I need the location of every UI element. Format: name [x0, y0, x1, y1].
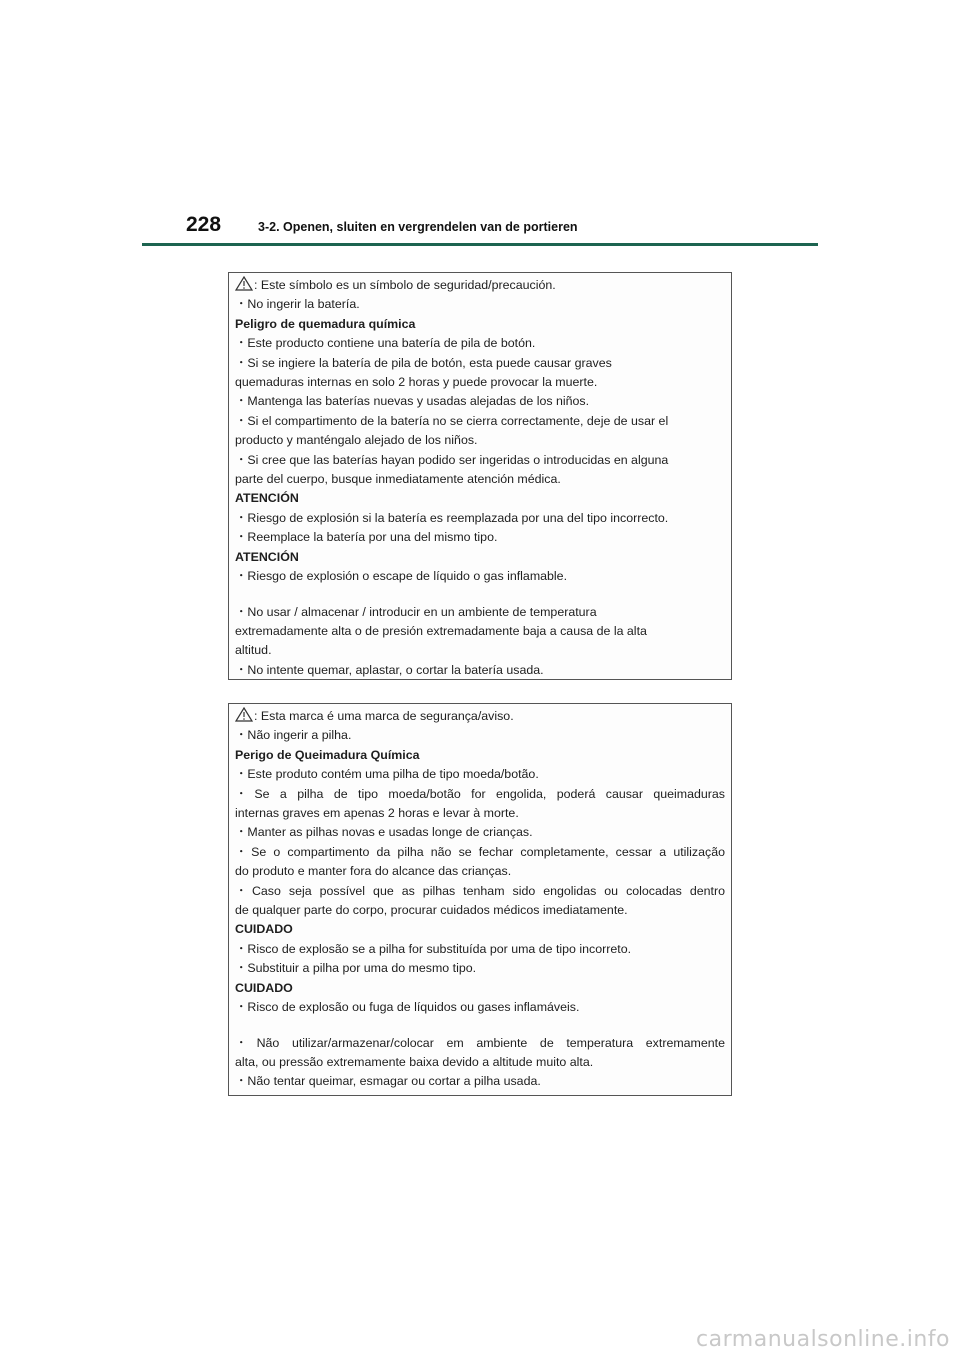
list-item: ・Si el compartimento de la batería no se cierra correctamente, deje de usar el	[235, 413, 669, 428]
symbol-text: : Este símbolo es un símbolo de seguridad/precaución.	[254, 278, 556, 292]
symbol-text: : Esta marca é uma marca de segurança/aviso.	[254, 709, 514, 723]
list-item: ・Se a pilha de tipo moeda/botão for engolida, poderá causar queimaduras	[235, 786, 725, 801]
list-item: ・Manter as pilhas novas e usadas longe de crianças.	[235, 825, 533, 840]
section-heading: ATENCIÓN	[235, 491, 299, 506]
list-item: ・Risco de explosão se a pilha for substituída por uma de tipo incorreto.	[235, 941, 632, 956]
list-item: ・Se o compartimento da pilha não se fechar completamente, cessar a utilização	[235, 844, 725, 859]
list-item: ・No intente quemar, aplastar, o cortar la batería usada.	[235, 662, 544, 677]
list-item: ・Si cree que las baterías hayan podido ser ingeridas o introducidas en alguna	[235, 452, 669, 467]
warning-triangle-icon	[235, 707, 253, 722]
warning-box-portuguese	[228, 703, 732, 1096]
list-item: ・Substituir a pilha por uma do mesmo tipo.	[235, 961, 477, 976]
list-item: alta, ou pressão extremamente baixa devido a altitude muito alta.	[235, 1054, 594, 1069]
symbol-line	[235, 707, 731, 726]
list-item: parte del cuerpo, busque inmediatamente atención médica.	[235, 472, 561, 487]
list-item: ・Não utilizar/armazenar/colocar em ambiente de temperatura extremamente	[235, 1035, 725, 1050]
list-item: ・No ingerir la batería.	[235, 297, 360, 312]
list-item: ・Caso seja possível que as pilhas tenham sido engolidas ou colocadas dentro	[235, 883, 725, 898]
list-item: ・Não ingerir a pilha.	[235, 728, 352, 743]
list-item: ・Mantenga las baterías nuevas y usadas alejadas de los niños.	[235, 394, 590, 409]
section-heading: Peligro de quemadura química	[235, 316, 416, 331]
warning-triangle-icon	[235, 276, 253, 291]
list-item: ・Reemplace la batería por una del mismo tipo.	[235, 530, 498, 545]
list-item: ・Si se ingiere la batería de pila de botón, esta puede causar graves	[235, 355, 612, 370]
list-item: ・Riesgo de explosión o escape de líquido o gas inflamable.	[235, 569, 568, 584]
list-item: producto y manténgalo alejado de los niños.	[235, 433, 478, 448]
list-item: altitud.	[235, 643, 272, 658]
section-heading: CUIDADO	[235, 922, 293, 937]
list-item: de qualquer parte do corpo, procurar cuidados médicos imediatamente.	[235, 903, 628, 918]
watermark: carmanualsonline.info	[696, 1327, 950, 1352]
list-item: ・Risco de explosão ou fuga de líquidos ou gases inflamáveis.	[235, 1000, 580, 1015]
list-item: extremadamente alta o de presión extremadamente baja a causa de la alta	[235, 623, 647, 638]
list-item: ・Este producto contiene una batería de pila de botón.	[235, 336, 536, 351]
warning-box-spanish	[228, 272, 732, 680]
list-item: internas graves em apenas 2 horas e levar à morte.	[235, 806, 519, 821]
section-heading: Perigo de Queimadura Química	[235, 747, 420, 762]
list-item: ・Não tentar queimar, esmagar ou cortar a pilha usada.	[235, 1074, 541, 1089]
section-heading: ATENCIÓN	[235, 549, 299, 564]
symbol-line	[235, 276, 731, 295]
list-item: ・No usar / almacenar / introducir en un ambiente de temperatura	[235, 604, 597, 619]
page-number: 228	[186, 213, 222, 236]
header-rule	[142, 243, 818, 246]
section-heading: CUIDADO	[235, 980, 293, 995]
list-item: quemaduras internas en solo 2 horas y puede provocar la muerte.	[235, 375, 598, 390]
list-item: do produto e manter fora do alcance das crianças.	[235, 864, 512, 879]
list-item: ・Riesgo de explosión si la batería es reemplazada por una del tipo incorrecto.	[235, 510, 669, 525]
list-item: ・Este produto contém uma pilha de tipo moeda/botão.	[235, 767, 539, 782]
section-title: 3-2. Openen, sluiten en vergrendelen van de portieren	[258, 220, 578, 234]
